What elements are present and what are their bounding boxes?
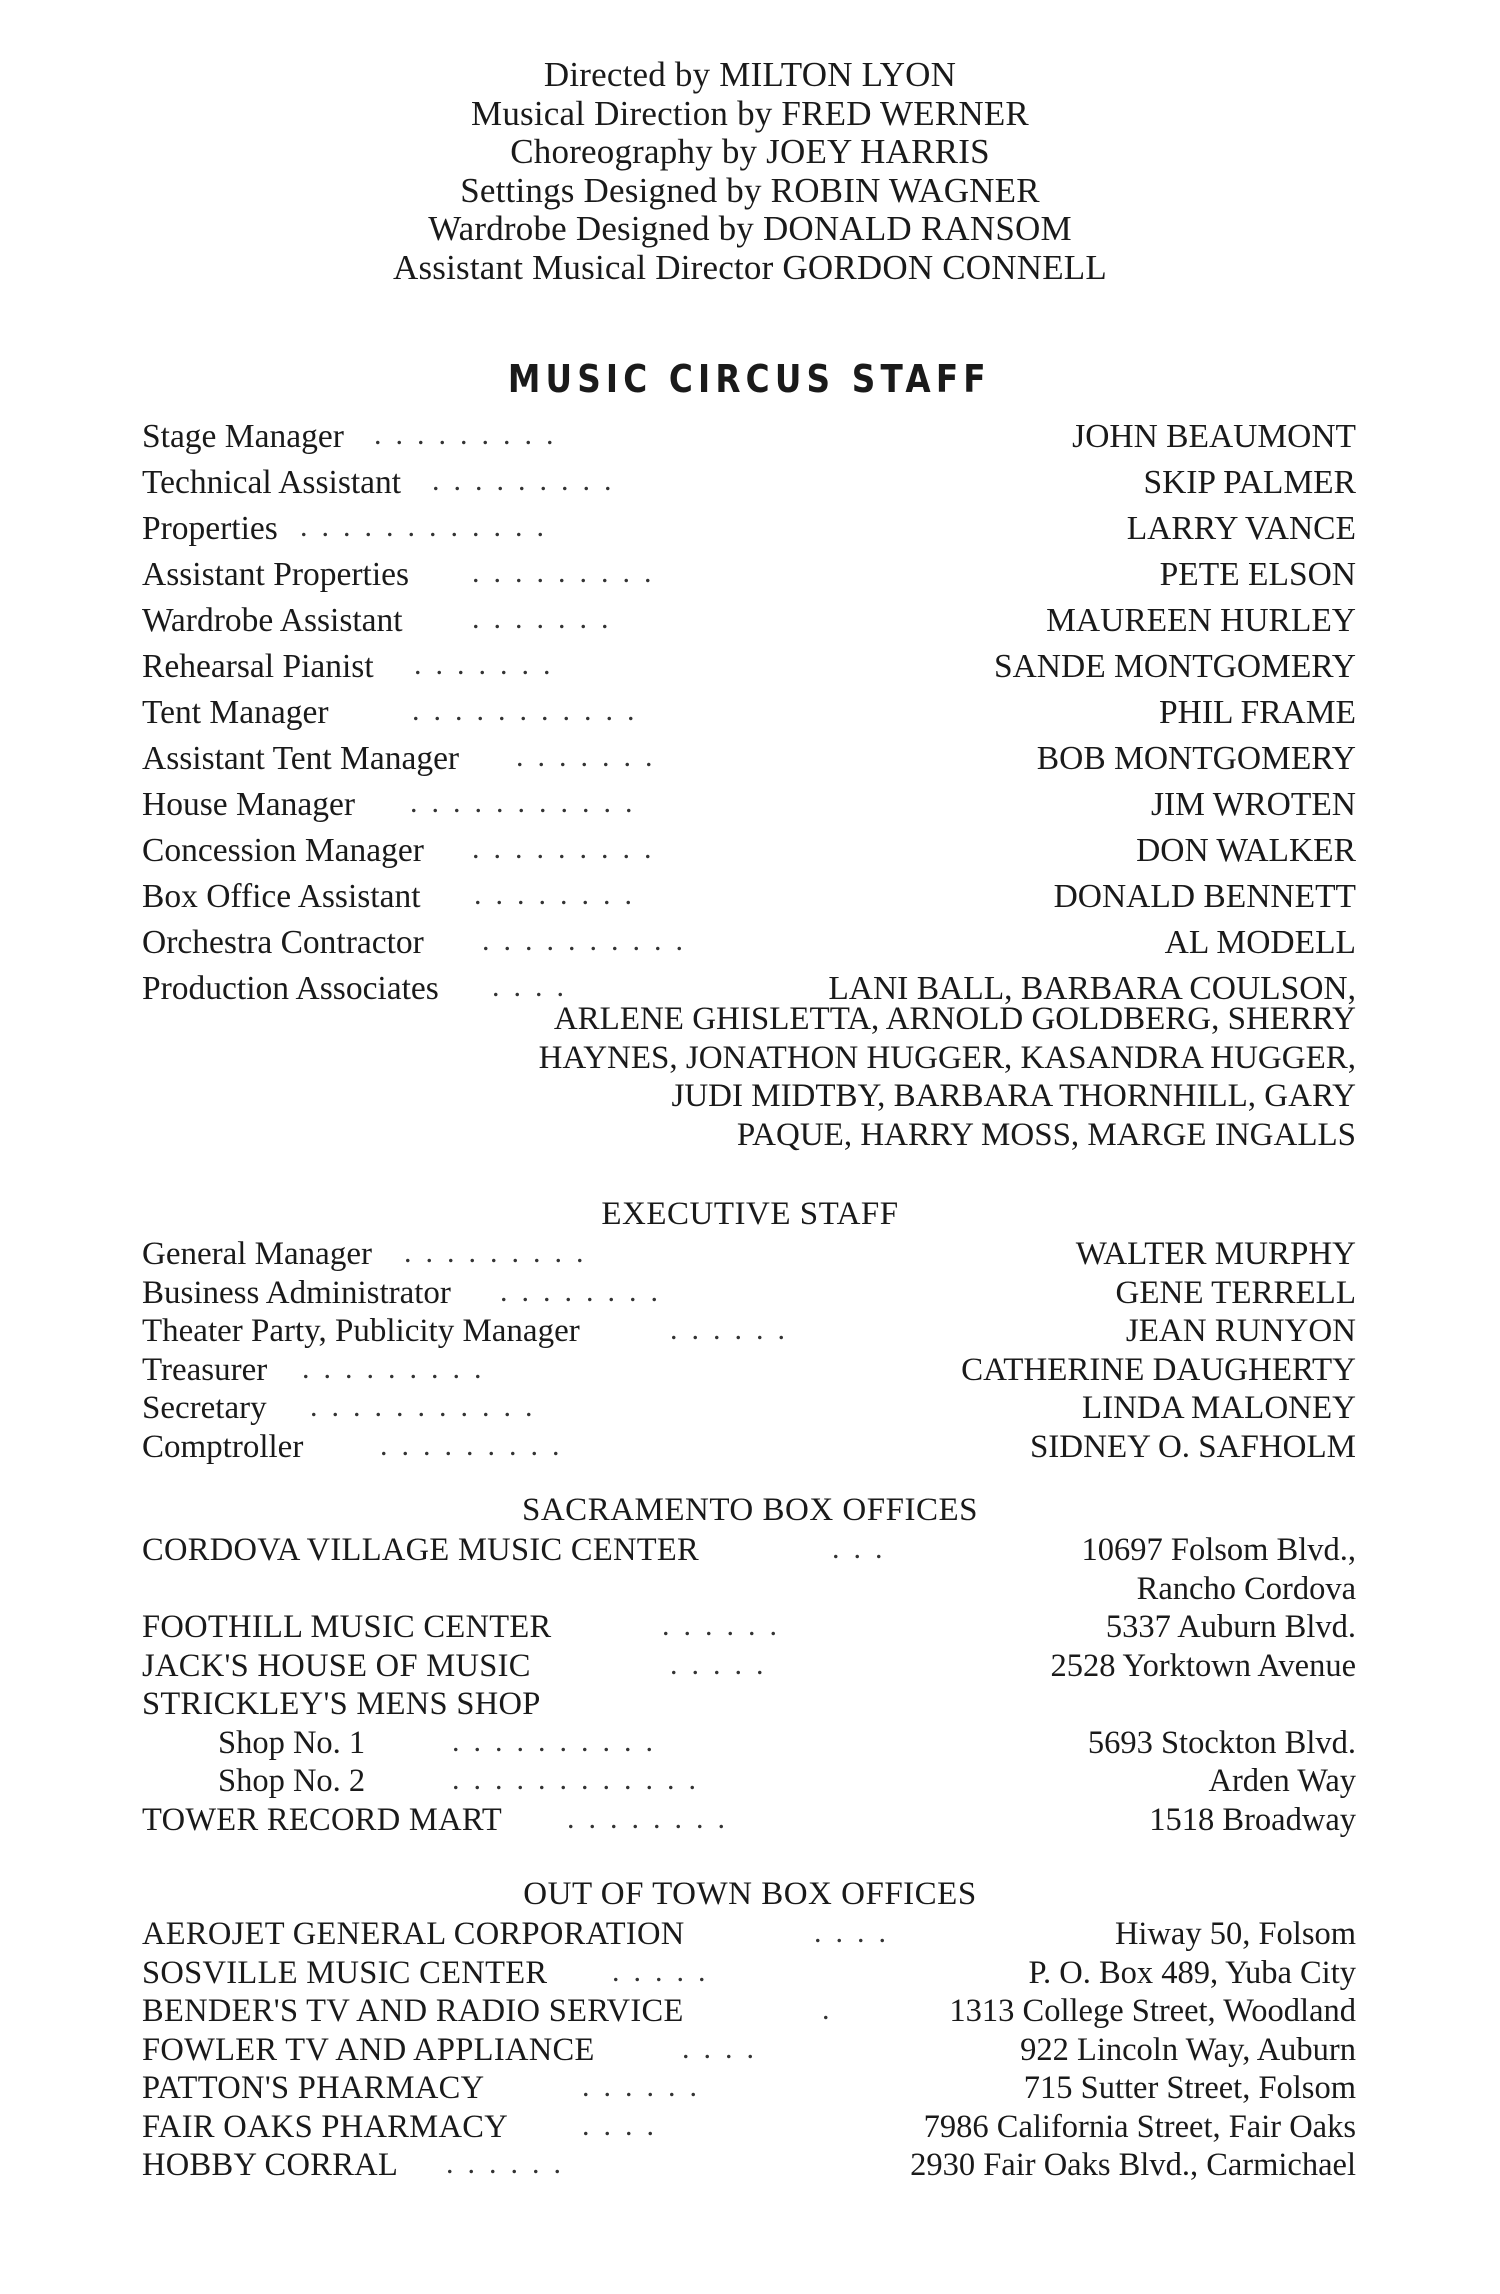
box-office-row [142, 2147, 1356, 2186]
staff-row [142, 418, 1356, 464]
leader-dots: ........ [474, 878, 646, 911]
leader-dots: .... [582, 2108, 668, 2142]
staff-name: SIDNEY O. SAFHOLM [1029, 1428, 1356, 1465]
staff-role: House Manager [142, 786, 356, 823]
staff-name: CATHERINE DAUGHERTY [961, 1351, 1356, 1388]
leader-dots: ...... [582, 2070, 711, 2103]
box-office-name: STRICKLEY'S MENS SHOP [142, 1686, 541, 1722]
leader-dots: ........... [410, 786, 647, 819]
box-office-row [142, 1802, 1356, 1841]
staff-row [142, 464, 1356, 510]
credit-director: Directed by MILTON LYON [543, 55, 957, 94]
leader-dots: ......... [380, 1428, 574, 1462]
leader-dots: ......... [432, 464, 626, 497]
leader-dots: ....... [472, 602, 623, 635]
associates-line: JUDI MIDTBY, BARBARA THORNHILL, GARY [671, 1078, 1356, 1114]
box-office-name: SOSVILLE MUSIC CENTER [142, 1954, 548, 1991]
staff-role: General Manager [142, 1236, 372, 1272]
leader-dots: ......... [472, 832, 666, 865]
box-office-row [142, 1571, 1356, 1610]
staff-row [142, 1275, 1356, 1314]
box-office-row [142, 2109, 1356, 2148]
box-office-address: P. O. Box 489, Yuba City [1028, 1954, 1356, 1991]
leader-dots: ......... [374, 418, 568, 451]
box-office-address: 2528 Yorktown Avenue [1050, 1647, 1356, 1684]
box-office-name: AEROJET GENERAL CORPORATION [142, 1916, 685, 1952]
box-office-row [142, 2070, 1356, 2109]
credit-settings: Settings Designed by ROBIN WAGNER [460, 170, 1040, 210]
leader-dots: ........... [310, 1390, 547, 1423]
box-office-address: Rancho Cordova [1136, 1570, 1356, 1607]
box-office-address: 1313 College Street, Woodland [949, 1993, 1356, 2029]
box-office-row [142, 1532, 1356, 1571]
leader-dots: ........ [500, 1274, 672, 1308]
box-office-row [142, 1763, 1356, 1802]
credit-assistant-musical-director: Assistant Musical Director GORDON CONNELL [393, 247, 1107, 287]
box-office-name: FOOTHILL MUSIC CENTER [142, 1609, 552, 1645]
staff-role: Secretary [142, 1390, 267, 1426]
staff-row [142, 1313, 1356, 1352]
box-office-row [142, 1609, 1356, 1648]
staff-name: SANDE MONTGOMERY [993, 648, 1356, 685]
box-office-name: Shop No. 1 [218, 1724, 366, 1761]
box-office-name: FAIR OAKS PHARMACY [142, 2108, 508, 2145]
staff-name: JIM WROTEN [1150, 786, 1356, 823]
staff-row [142, 648, 1356, 694]
leader-dots: ........... [412, 694, 649, 727]
executive-staff-list [142, 1236, 1356, 1467]
staff-name: LARRY VANCE [1126, 510, 1356, 547]
box-office-name: JACK'S HOUSE OF MUSIC [142, 1647, 531, 1684]
box-office-address: 10697 Folsom Blvd., [1081, 1532, 1356, 1568]
credit-wardrobe: Wardrobe Designed by DONALD RANSOM [428, 209, 1072, 248]
leader-dots: ...... [446, 2147, 575, 2180]
box-office-row [142, 1686, 1356, 1725]
leader-dots: ...... [670, 1313, 799, 1346]
staff-role: Comptroller [142, 1428, 304, 1465]
leader-dots: ......... [302, 1351, 496, 1385]
staff-row [142, 786, 1356, 832]
leader-dots: ... [832, 1532, 897, 1565]
box-office-name: HOBBY CORRAL [142, 2147, 399, 2183]
associates-line: HAYNES, JONATHON HUGGER, KASANDRA HUGGER, [538, 1039, 1356, 1076]
staff-row [142, 878, 1356, 924]
staff-name: BOB MONTGOMERY [1036, 740, 1356, 777]
box-office-address: Hiway 50, Folsom [1114, 1916, 1356, 1952]
leader-dots: .... [682, 2031, 768, 2065]
out-of-town-box-offices-heading: OUT OF TOWN BOX OFFICES [523, 1876, 977, 1912]
leader-dots: .... [814, 1916, 900, 1949]
music-circus-staff-heading: MUSIC CIRCUS STAFF [507, 357, 991, 401]
box-office-address: 7986 California Street, Fair Oaks [923, 2108, 1356, 2145]
staff-row [142, 924, 1356, 970]
box-office-row [142, 1725, 1356, 1764]
staff-role: Rehearsal Pianist [142, 648, 374, 685]
out-of-town-box-offices-list [142, 1916, 1356, 2186]
staff-role: Properties [142, 510, 278, 547]
leader-dots: . [822, 1993, 844, 2026]
leader-dots: ..... [670, 1647, 778, 1681]
box-office-row [142, 1955, 1356, 1994]
staff-name: JEAN RUNYON [1125, 1313, 1356, 1349]
staff-name: GENE TERRELL [1115, 1274, 1356, 1311]
staff-role: Business Administrator [142, 1274, 451, 1311]
staff-name: PETE ELSON [1159, 556, 1356, 593]
staff-row [142, 1352, 1356, 1391]
leader-dots: ......... [472, 556, 666, 589]
staff-row [142, 510, 1356, 556]
staff-row [142, 1429, 1356, 1468]
box-office-address: 922 Lincoln Way, Auburn [1020, 2031, 1356, 2068]
sacramento-box-offices-heading: SACRAMENTO BOX OFFICES [522, 1492, 978, 1528]
staff-name: MAUREEN HURLEY [1046, 602, 1356, 639]
credit-musical-direction: Musical Direction by FRED WERNER [471, 93, 1029, 133]
production-credits [0, 56, 1500, 287]
leader-dots: ............ [300, 510, 558, 543]
staff-name: SKIP PALMER [1143, 464, 1356, 501]
staff-role: Treasurer [142, 1351, 268, 1388]
leader-dots: ........ [567, 1801, 739, 1835]
leader-dots: ............ [452, 1763, 710, 1796]
staff-row [142, 1390, 1356, 1429]
box-office-address: Arden Way [1208, 1763, 1356, 1799]
production-associates-list [539, 1000, 1356, 1154]
leader-dots: ......... [404, 1236, 598, 1269]
staff-name: WALTER MURPHY [1075, 1236, 1356, 1272]
staff-role: Assistant Properties [142, 556, 410, 593]
leader-dots: ..... [612, 1954, 720, 1988]
staff-name: AL MODELL [1164, 924, 1356, 961]
box-office-address: 5693 Stockton Blvd. [1087, 1724, 1356, 1761]
staff-name: DONALD BENNETT [1053, 878, 1356, 915]
staff-role: Concession Manager [142, 832, 424, 869]
staff-row [142, 740, 1356, 786]
box-office-row [142, 1648, 1356, 1687]
box-office-row [142, 1916, 1356, 1955]
staff-name: DON WALKER [1136, 832, 1356, 869]
box-office-address: 715 Sutter Street, Folsom [1023, 2070, 1356, 2106]
staff-role: Box Office Assistant [142, 878, 421, 915]
sacramento-box-offices-list [142, 1532, 1356, 1840]
staff-row [142, 556, 1356, 602]
staff-role: Orchestra Contractor [142, 924, 424, 961]
box-office-row [142, 1993, 1356, 2032]
staff-role: Tent Manager [142, 694, 329, 731]
box-office-address: 2930 Fair Oaks Blvd., Carmichael [910, 2147, 1356, 2183]
box-office-address: 5337 Auburn Blvd. [1105, 1609, 1356, 1645]
staff-row [142, 832, 1356, 878]
staff-row [142, 1236, 1356, 1275]
box-office-address: 1518 Broadway [1149, 1801, 1356, 1838]
box-office-name: PATTON'S PHARMACY [142, 2070, 485, 2106]
staff-name: PHIL FRAME [1159, 694, 1356, 731]
box-office-name: TOWER RECORD MART [142, 1801, 503, 1838]
staff-role: Stage Manager [142, 418, 344, 455]
associates-line: PAQUE, HARRY MOSS, MARGE INGALLS [736, 1116, 1356, 1153]
leader-dots: .......... [482, 924, 697, 957]
leader-dots: ....... [414, 648, 565, 681]
staff-role: Theater Party, Publicity Manager [142, 1313, 580, 1349]
staff-row [142, 694, 1356, 740]
leader-dots: ...... [662, 1609, 791, 1642]
box-office-name: FOWLER TV AND APPLIANCE [142, 2031, 595, 2068]
staff-role: Wardrobe Assistant [142, 602, 403, 639]
music-circus-staff-list [142, 418, 1356, 1016]
leader-dots: .... [492, 970, 578, 1003]
credit-choreography: Choreography by JOEY HARRIS [510, 132, 990, 171]
staff-role: Technical Assistant [142, 464, 402, 501]
box-office-name: CORDOVA VILLAGE MUSIC CENTER [142, 1532, 700, 1568]
staff-name: LANI BALL, BARBARA COULSON, [828, 970, 1356, 1007]
executive-staff-heading: EXECUTIVE STAFF [601, 1196, 899, 1232]
box-office-name: Shop No. 2 [218, 1763, 366, 1799]
associates-line: ARLENE GHISLETTA, ARNOLD GOLDBERG, SHERRY [553, 1001, 1356, 1037]
staff-row [142, 602, 1356, 648]
staff-role: Production Associates [142, 970, 439, 1007]
box-office-row [142, 2032, 1356, 2071]
staff-role: Assistant Tent Manager [142, 740, 460, 777]
leader-dots: .......... [452, 1724, 667, 1758]
box-office-name: BENDER'S TV AND RADIO SERVICE [142, 1993, 684, 2029]
staff-name: JOHN BEAUMONT [1072, 418, 1356, 455]
leader-dots: ....... [516, 740, 667, 773]
staff-name: LINDA MALONEY [1081, 1390, 1356, 1426]
